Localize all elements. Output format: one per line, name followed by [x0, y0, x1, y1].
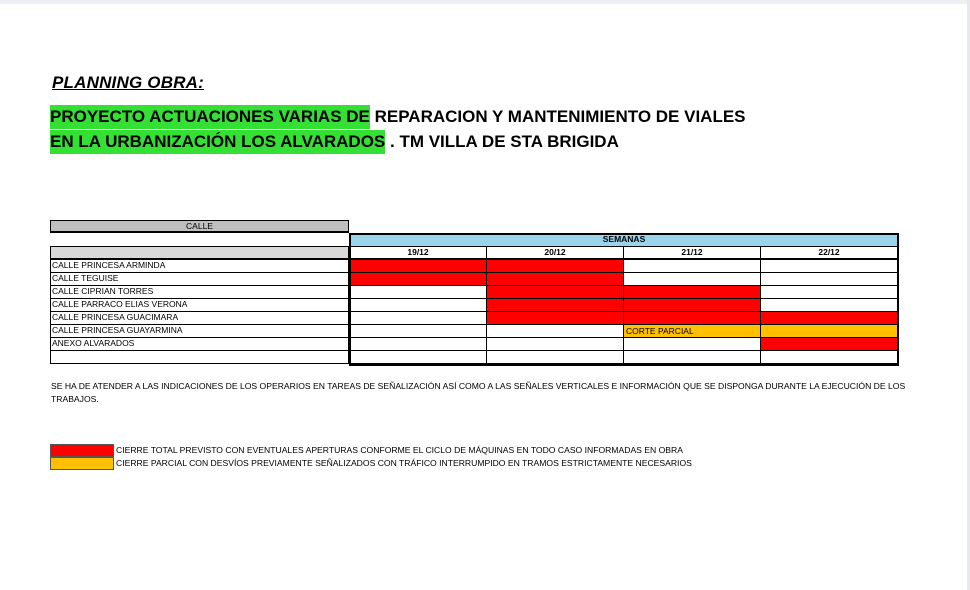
calle-header: CALLE: [50, 220, 349, 233]
project-title-line-1: [50, 107, 746, 127]
page-title: PLANNING OBRA:: [52, 73, 205, 92]
schedule-cell: [486, 350, 624, 364]
street-label: CALLE PARRACO ELIAS VERONA: [50, 298, 349, 312]
schedule-cell: [486, 337, 624, 351]
schedule-cell: [760, 337, 898, 351]
schedule-cell: [349, 259, 487, 273]
project-title-line-2: [50, 132, 619, 152]
schedule-cell: [623, 350, 761, 364]
schedule-cell: [760, 324, 898, 338]
schedule-cell: [486, 298, 624, 312]
schedule-cell: CORTE PARCIAL: [623, 324, 761, 338]
schedule-cell: [623, 285, 761, 299]
schedule-cell: [349, 311, 487, 325]
schedule-cell: [623, 272, 761, 286]
schedule-cell: [349, 285, 487, 299]
schedule-cell: [760, 350, 898, 364]
legend-swatch-partial: [50, 457, 114, 470]
street-label: CALLE CIPRIAN TORRES: [50, 285, 349, 299]
schedule-cell: [486, 324, 624, 338]
schedule-cell: [349, 350, 487, 364]
schedule-cell: [349, 337, 487, 351]
semanas-header: SEMANAS: [349, 233, 899, 247]
legend-text-total: CIERRE TOTAL PREVISTO CON EVENTUALES APERTURAS CONFORME EL CICLO DE MÁQUINAS EN TODO CASO INFORMADAS EN OBRA: [116, 445, 683, 455]
street-label: CALLE PRINCESA GUACIMARA: [50, 311, 349, 325]
week-header: 19/12: [349, 246, 487, 259]
safety-note: SE HA DE ATENDER A LAS INDICACIONES DE LOS OPERARIOS EN TAREAS DE SEÑALIZACIÓN ASÍ COMO A LAS SEÑALES VERTICALES E INFORMACIÓN QUE SE DISPONGA DURANTE LA EJECUCIÓN DE LOS TRABAJOS.: [51, 381, 906, 404]
project-title-rest-2: . TM VILLA DE STA BRIGIDA: [385, 132, 619, 151]
schedule-cell: [349, 298, 487, 312]
street-label: CALLE TEGUISE: [50, 272, 349, 286]
schedule-cell: [486, 311, 624, 325]
week-header: 22/12: [760, 246, 898, 259]
schedule-cell: [760, 298, 898, 312]
schedule-cell: [486, 259, 624, 273]
street-label: [50, 350, 349, 364]
schedule-cell: [760, 272, 898, 286]
street-label: CALLE PRINCESA GUAYARMINA: [50, 324, 349, 338]
schedule-cell: [623, 311, 761, 325]
schedule-cell: [760, 285, 898, 299]
week-header: 21/12: [623, 246, 761, 259]
schedule-cell: [760, 311, 898, 325]
schedule-cell: [623, 337, 761, 351]
project-title-highlight-2: EN LA URBANIZACIÓN LOS ALVARADOS: [50, 130, 385, 154]
legend-text-partial: CIERRE PARCIAL CON DESVÍOS PREVIAMENTE SEÑALIZADOS CON TRÁFICO INTERRUMPIDO EN TRAMOS ESTRICTAMENTE NECESARIOS: [116, 458, 692, 468]
header-gray-band: [50, 246, 349, 259]
schedule-cell: [486, 285, 624, 299]
schedule-cell: [760, 259, 898, 273]
window-top-border: [0, 0, 970, 4]
schedule-cell: [623, 298, 761, 312]
street-label: ANEXO ALVARADOS: [50, 337, 349, 351]
week-header: 20/12: [486, 246, 624, 259]
schedule-cell: [486, 272, 624, 286]
schedule-cell: [349, 272, 487, 286]
project-title-rest-1: REPARACION Y MANTENIMIENTO DE VIALES: [369, 107, 746, 126]
schedule-cell: [349, 324, 487, 338]
project-title-highlight-1: PROYECTO ACTUACIONES VARIAS DE: [50, 105, 370, 129]
legend-swatch-total: [50, 444, 114, 457]
street-label: CALLE PRINCESA ARMINDA: [50, 259, 349, 273]
schedule-cell: [623, 259, 761, 273]
